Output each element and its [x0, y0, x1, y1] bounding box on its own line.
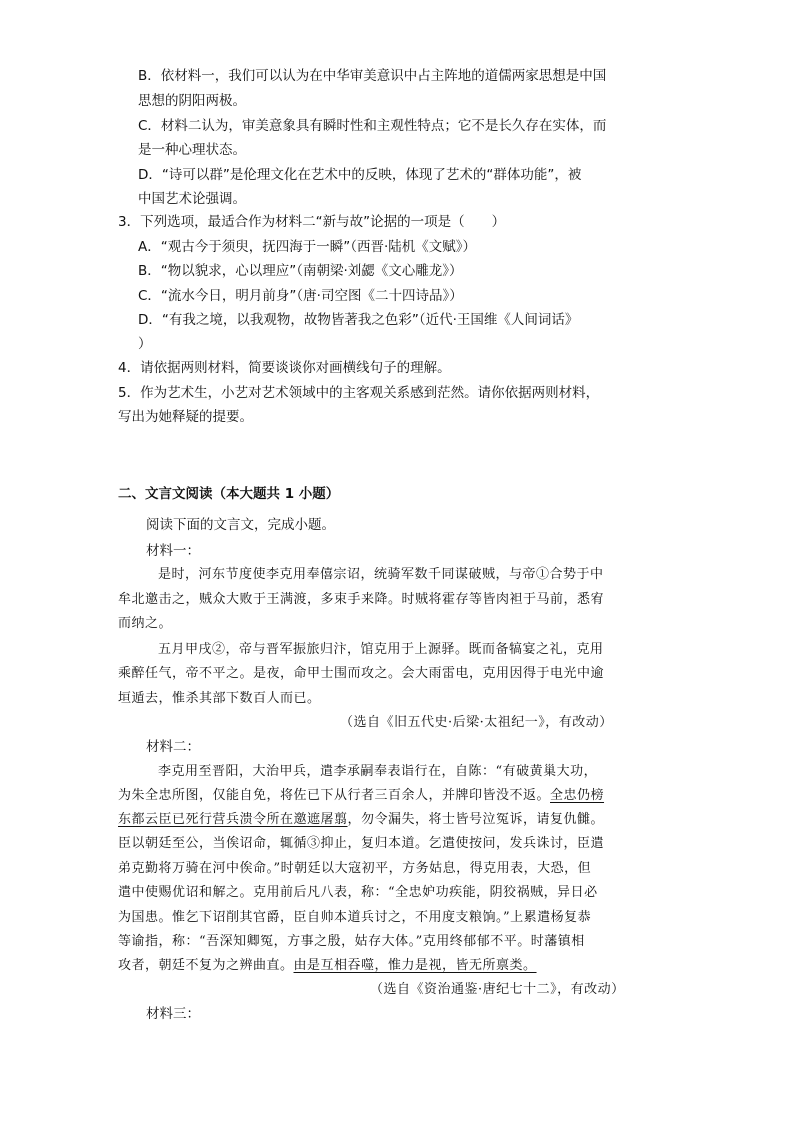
material2-line1: 李克用至晋阳，大治甲兵，遣李承嗣奉表诣行在，自陈：“有破黄巢大功， — [158, 764, 598, 779]
material2-line3 — [118, 811, 604, 829]
material2-line9 — [118, 957, 537, 975]
q2-option-d-line1: D．“诗可以群”是伦理文化在艺术中的反映，体现了艺术的“群体功能”，被 — [138, 167, 582, 183]
q3-option-a: A．“观古今于须臾，抚四海于一瞬”（西晋·陆机《文赋》） — [138, 239, 477, 255]
material2-line6: 遣中使赐优诏和解之。克用前后凡八表，称：“全忠妒功疾能，阴狡祸贼，异日必 — [118, 885, 598, 900]
material1-source: （选自《旧五代史·后梁·太祖纪一》，有改动） — [340, 715, 613, 730]
q3-stem: 3．下列选项，最适合作为材料二“新与故”论据的一项是（ ） — [118, 214, 506, 230]
material1-label: 材料一： — [146, 543, 200, 559]
underlined-sentence-part1: 全忠仍榜 — [550, 788, 605, 803]
underlined-sentence-3: 由是互相吞噬，惟力是视，皆无所禀类。 — [293, 958, 537, 973]
q3-option-c: C．“流水今日，明月前身”（唐·司空图《二十四诗品》） — [138, 288, 463, 304]
q2-option-c-line1: C．材料二认为，审美意象具有瞬时性和主观性特点；它不是长久存在实体，而 — [138, 118, 607, 134]
material2-line9-text: 攻者，朝廷不复为之辨曲直。 — [118, 958, 294, 973]
q3-option-d-line1: D．“有我之境，以我观物，故物皆著我之色彩”（近代·王国维《人间词话》 — [138, 312, 579, 328]
q4-text: 4．请依据两则材料，简要谈谈你对画横线句子的理解。 — [118, 360, 451, 376]
material2-line7: 为国患。惟乞下诏削其官爵，臣自帅本道兵讨之，不用度支粮饷。”上累遣杨复恭 — [118, 910, 592, 925]
underlined-sentence-part2: 东都云臣已死行营兵溃令所在邀遮屠翦 — [118, 812, 348, 827]
q3-option-b: B．“物以貌求，心以理应”（南朝梁·刘勰《文心雕龙》） — [138, 263, 463, 279]
material1-p1-line2: 牟北邀击之，贼众大败于王满渡，多束手来降。时贼将霍存等皆肉袒于马前，悉宥 — [118, 592, 605, 607]
material1-p2-line2: 乘醉任气，帝不平之。是夜，命甲士围而攻之。会大雨雷电，克用因得于电光中逾 — [118, 666, 605, 681]
material2-line3-text: ，勿令漏失，将士皆号泣冤诉，请复仇雠。 — [347, 812, 605, 827]
material1-p2-line3: 垣遁去，惟杀其部下数百人而已。 — [118, 691, 321, 706]
material1-p2-line1: 五月甲戌②，帝与晋军振旅归汴，馆克用于上源驿。既而备犒宴之礼，克用 — [158, 642, 604, 657]
material2-line8: 等谕指，称：“吾深知卿冤，方事之殷，姑存大体。”克用终郁郁不平。时藩镇相 — [118, 934, 585, 949]
q2-option-b-line2: 思想的阴阳两极。 — [138, 93, 246, 109]
q3-option-d-line2: ） — [138, 336, 152, 352]
material2-line2 — [118, 787, 604, 805]
material1-p1-line1: 是时，河东节度使李克用奉僖宗诏，统骑军数千同谋破贼，与帝①合势于中 — [158, 567, 604, 582]
q5-line2: 写出为她释疑的提要。 — [118, 409, 253, 425]
material3-label: 材料三： — [146, 1006, 200, 1022]
material1-p1-line3: 而纳之。 — [118, 616, 173, 631]
section-heading: 二、文言文阅读（本大题共 1 小题） — [118, 486, 340, 502]
material2-line4: 臣以朝廷至公，当俟诏命，辄循③抑止，复归本道。乞遣使按问，发兵诛讨，臣遣 — [118, 836, 605, 851]
material2-line5: 弟克勤将万骑在河中俟命。”时朝廷以大寇初平，方务姑息，得克用表，大恐，但 — [118, 861, 592, 876]
material2-label: 材料二： — [146, 739, 200, 755]
material2-source: （选自《资治通鉴·唐纪七十二》，有改动） — [370, 982, 625, 997]
section-intro: 阅读下面的文言文，完成小题。 — [146, 517, 335, 533]
q2-option-c-line2: 是一种心理状态。 — [138, 142, 246, 158]
q2-option-b-line1: B．依材料一，我们可以认为在中华审美意识中占主阵地的道儒两家思想是中国 — [138, 68, 607, 84]
material2-line2-text: 为朱全忠所图，仅能自免，将佐已下从行者三百余人，并牌印皆没不返。 — [118, 788, 551, 803]
q5-line1: 5．作为艺术生，小艺对艺术领域中的主客观关系感到茫然。请你依据两则材料， — [118, 385, 600, 401]
q2-option-d-line2: 中国艺术论强调。 — [138, 191, 246, 207]
